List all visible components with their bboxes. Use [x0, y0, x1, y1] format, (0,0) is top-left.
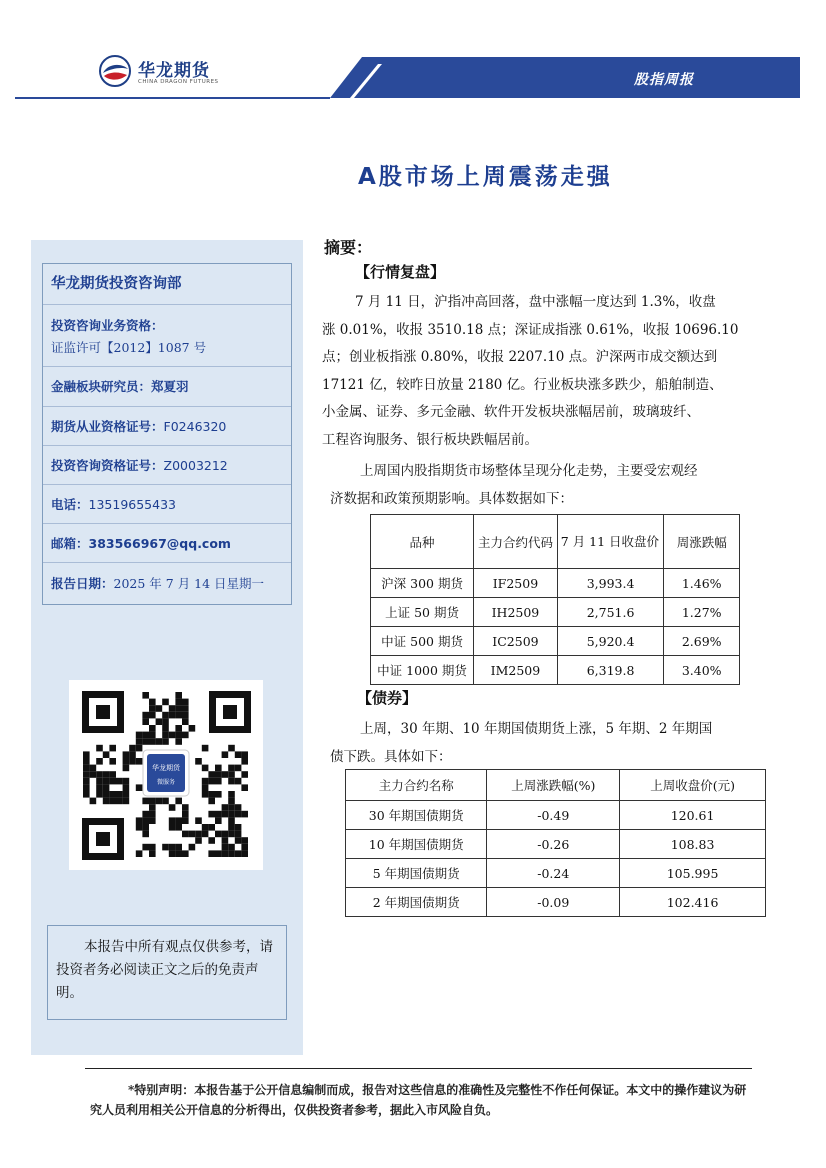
qr-module	[142, 798, 149, 805]
table-cell: 10 年期国债期货	[346, 830, 487, 859]
qr-module	[195, 837, 202, 844]
qr-module	[149, 798, 156, 805]
para-line: 小金属、证券、多元金融、软件开发板块涨幅居前，玻璃玻纤、	[322, 404, 700, 420]
table-cell: 102.416	[620, 888, 766, 917]
qr-module	[235, 811, 242, 818]
qr-module	[228, 817, 235, 824]
qr-module	[103, 784, 110, 791]
qr-module	[215, 771, 222, 778]
table-header-cell: 主力合约名称	[346, 770, 487, 801]
table-row	[346, 859, 766, 888]
qr-module	[208, 778, 215, 785]
contact-info-box	[42, 263, 292, 605]
qr-module	[162, 699, 169, 706]
qr-module	[215, 811, 222, 818]
table-cell: IF2509	[474, 569, 558, 598]
consult-cert-value: Z0003212	[163, 458, 228, 473]
qr-module	[228, 811, 235, 818]
table-cell: 2 年期国债期货	[346, 888, 487, 917]
qr-module	[83, 751, 90, 758]
qr-module	[123, 765, 130, 772]
qr-module	[182, 732, 189, 739]
qr-module	[228, 824, 235, 831]
qr-module	[142, 718, 149, 725]
qr-module	[123, 784, 130, 791]
qr-module	[182, 712, 189, 719]
qr-module	[136, 784, 143, 791]
qr-module	[222, 837, 229, 844]
qr-module	[175, 738, 182, 745]
section-market-review-heading: 【行情复盘】	[355, 263, 446, 281]
qr-module	[129, 758, 136, 765]
table-cell: -0.09	[487, 888, 620, 917]
qr-module	[149, 811, 156, 818]
logo-english-name: CHINA DRAGON FUTURES	[138, 79, 219, 85]
qr-module	[228, 791, 235, 798]
qr-module	[142, 732, 149, 739]
qr-module	[136, 738, 143, 745]
qr-module	[109, 791, 116, 798]
page-title: A股市场上周震荡走强	[358, 164, 613, 190]
qr-module	[169, 712, 176, 719]
table-cell: 3.40%	[664, 656, 740, 685]
qr-module	[241, 751, 248, 758]
qr-module	[149, 725, 156, 732]
qr-module	[215, 831, 222, 838]
logo-icon	[98, 54, 132, 88]
qr-module	[189, 844, 196, 851]
para-line: 涨 0.01%，收报 3510.18 点；深证成指涨 0.61%，收报 10696.10	[322, 321, 739, 338]
qr-module	[83, 771, 90, 778]
qr-module	[123, 791, 130, 798]
qr-module	[136, 758, 143, 765]
qr-module	[96, 778, 103, 785]
table-header-cell: 7 月 11 日收盘价	[557, 515, 664, 569]
qr-module	[175, 844, 182, 851]
qr-module	[175, 732, 182, 739]
table-cell: 108.83	[620, 830, 766, 859]
qr-module	[202, 745, 209, 752]
qr-module	[142, 817, 149, 824]
qr-code-icon	[69, 680, 263, 870]
para-line: 上周，30 年期、10 年期国债期货上涨，5 年期、2 年期国	[360, 721, 713, 737]
qr-module	[228, 804, 235, 811]
qr-module	[235, 824, 242, 831]
qr-module	[83, 791, 90, 798]
qr-module	[169, 732, 176, 739]
qr-module	[235, 850, 242, 857]
qr-module	[222, 850, 229, 857]
qr-module	[149, 712, 156, 719]
qr-module	[109, 758, 116, 765]
table-header-cell: 品种	[371, 515, 474, 569]
qr-module	[228, 844, 235, 851]
qr-module	[162, 725, 169, 732]
qr-module	[215, 778, 222, 785]
qr-module	[175, 798, 182, 805]
table-cell: 3,993.4	[557, 569, 664, 598]
qualification-label: 投资咨询业务资格：	[51, 318, 164, 333]
qr-module	[109, 771, 116, 778]
table-header-cell: 上周收盘价(元)	[620, 770, 766, 801]
qr-module	[195, 758, 202, 765]
qr-module	[123, 778, 130, 785]
qr-module	[182, 811, 189, 818]
qr-module	[235, 765, 242, 772]
futures-cert-value: F0246320	[163, 419, 227, 434]
qr-module	[83, 765, 90, 772]
qr-module	[215, 850, 222, 857]
qr-logo-subtext: 微服务	[156, 779, 176, 786]
bonds-paragraph	[330, 716, 800, 771]
table-cell: 120.61	[620, 801, 766, 830]
qr-module	[162, 844, 169, 851]
qr-module	[202, 791, 209, 798]
qr-module	[103, 771, 110, 778]
para-line: 工程咨询服务、银行板块跌幅居前。	[322, 431, 538, 448]
qualification-value: 证监许可【2012】1087 号	[51, 340, 207, 355]
qr-module	[109, 778, 116, 785]
report-date-row	[43, 562, 291, 604]
qr-module	[208, 837, 215, 844]
qr-module	[149, 699, 156, 706]
qr-module	[241, 850, 248, 857]
qr-module	[202, 784, 209, 791]
qr-module	[149, 705, 156, 712]
qr-module	[235, 804, 242, 811]
table-cell: 2,751.6	[557, 598, 664, 627]
qr-logo-text: 华龙期货	[152, 764, 180, 772]
qr-module	[149, 738, 156, 745]
qr-module	[103, 751, 110, 758]
qr-module	[142, 824, 149, 831]
qr-module	[208, 771, 215, 778]
qr-module	[149, 817, 156, 824]
qr-module	[136, 824, 143, 831]
abstract-heading: 摘要：	[324, 238, 373, 257]
qr-module	[182, 705, 189, 712]
table-row	[371, 598, 740, 627]
qr-module	[156, 798, 163, 805]
table-cell: 5 年期国债期货	[346, 859, 487, 888]
qr-module	[222, 804, 229, 811]
researcher-row	[43, 366, 291, 406]
table-cell: 中证 500 期货	[371, 627, 474, 656]
table-cell: IC2509	[474, 627, 558, 656]
qr-module	[149, 804, 156, 811]
table-cell: -0.49	[487, 801, 620, 830]
qr-module	[156, 718, 163, 725]
qr-module	[103, 791, 110, 798]
qr-module	[142, 738, 149, 745]
qr-module	[228, 765, 235, 772]
table-cell: 2.69%	[664, 627, 740, 656]
qr-module	[96, 745, 103, 752]
disclaimer-box	[47, 925, 287, 1020]
futures-cert-row	[43, 406, 291, 445]
qr-module	[175, 699, 182, 706]
qr-module	[208, 798, 215, 805]
qr-module	[90, 771, 97, 778]
qr-module	[123, 798, 130, 805]
para-line: 17121 亿，较昨日放量 2180 亿。行业板块涨多跌少，船舶制造、	[322, 376, 723, 393]
treasury-futures-table	[345, 769, 766, 917]
table-row	[371, 569, 740, 598]
table-cell: IM2509	[474, 656, 558, 685]
qr-module	[182, 699, 189, 706]
qr-module	[208, 811, 215, 818]
qr-module	[182, 718, 189, 725]
qr-module	[175, 850, 182, 857]
researcher-label: 金融板块研究员：	[51, 379, 152, 394]
qr-module	[83, 784, 90, 791]
qr-module	[116, 798, 123, 805]
qr-module	[228, 798, 235, 805]
qr-module	[235, 751, 242, 758]
qr-module	[162, 712, 169, 719]
phone-value: 13519655433	[88, 497, 176, 512]
qr-module	[228, 745, 235, 752]
table-cell: 30 年期国债期货	[346, 801, 487, 830]
qr-module	[175, 705, 182, 712]
qr-module	[142, 712, 149, 719]
qr-module	[136, 850, 143, 857]
qr-module	[202, 778, 209, 785]
qr-module	[83, 758, 90, 765]
table-cell: 6,319.8	[557, 656, 664, 685]
qr-module	[129, 745, 136, 752]
qr-module	[241, 844, 248, 851]
table-cell: 1.27%	[664, 598, 740, 627]
phone-row	[43, 484, 291, 523]
qr-module	[169, 817, 176, 824]
qr-module	[96, 758, 103, 765]
qr-module	[182, 804, 189, 811]
qr-module	[182, 831, 189, 838]
qr-module	[222, 811, 229, 818]
qr-module	[228, 778, 235, 785]
qr-module	[90, 765, 97, 772]
qr-module	[202, 824, 209, 831]
qr-module	[136, 817, 143, 824]
qr-module	[142, 811, 149, 818]
para-line: 7 月 11 日，沪指冲高回落，盘中涨幅一度达到 1.3%，收盘	[355, 294, 716, 310]
qr-module	[222, 771, 229, 778]
email-label: 邮箱：	[51, 536, 89, 551]
qr-module	[96, 791, 103, 798]
qr-module	[136, 745, 143, 752]
para-line: 济数据和政策预期影响。具体数据如下：	[330, 490, 573, 507]
qr-module	[175, 817, 182, 824]
table-cell: 105.995	[620, 859, 766, 888]
qr-module	[235, 778, 242, 785]
qr-module	[142, 831, 149, 838]
qr-module	[189, 725, 196, 732]
qr-module	[195, 831, 202, 838]
table-header-cell: 主力合约代码	[474, 515, 558, 569]
qr-module	[228, 771, 235, 778]
report-type-label: 股指周报	[634, 72, 694, 88]
qr-module	[123, 751, 130, 758]
qr-module	[208, 791, 215, 798]
qr-module	[241, 758, 248, 765]
qr-module	[169, 850, 176, 857]
qr-module	[90, 798, 97, 805]
table-row	[346, 888, 766, 917]
footer-disclaimer: *特别声明：本报告基于公开信息编制而成，报告对这些信息的准确性及完整性不作任何保证。本文中的操作建议为研究人员利用相关公开信息的分析得出，仅供投资者参考，据此入市风险自负。	[90, 1083, 747, 1117]
report-date-value: 2025 年 7 月 14 日星期一	[113, 576, 265, 591]
market-review-paragraph	[322, 289, 797, 454]
qr-module	[215, 791, 222, 798]
researcher-name: 郑夏羽	[151, 379, 189, 394]
table-header-row	[346, 770, 766, 801]
qr-module	[228, 831, 235, 838]
qr-module	[149, 844, 156, 851]
qr-module	[195, 817, 202, 824]
qr-module	[96, 771, 103, 778]
qr-module	[235, 831, 242, 838]
qr-module	[241, 784, 248, 791]
table-row	[371, 656, 740, 685]
qr-module	[222, 751, 229, 758]
qr-module	[162, 718, 169, 725]
qr-module	[129, 751, 136, 758]
qr-module	[156, 738, 163, 745]
table-cell: 沪深 300 期货	[371, 569, 474, 598]
qr-module	[149, 850, 156, 857]
department-label: 华龙期货投资咨询部	[51, 275, 182, 292]
qr-module	[149, 732, 156, 739]
qr-module	[169, 824, 176, 831]
qr-module	[162, 798, 169, 805]
qr-module	[156, 705, 163, 712]
qr-module	[241, 837, 248, 844]
consult-cert-row	[43, 445, 291, 484]
email-value[interactable]: 383566967@qq.com	[88, 536, 231, 551]
qr-module	[142, 692, 149, 699]
qr-module	[175, 824, 182, 831]
section-bonds-heading: 【债券】	[357, 689, 418, 707]
stock-index-futures-table	[370, 514, 740, 685]
qr-module	[182, 817, 189, 824]
qr-module	[123, 758, 130, 765]
qr-code-image	[69, 680, 263, 870]
qr-module	[116, 791, 123, 798]
disclaimer-text: 本报告中所有观点仅供参考，请投资者务必阅读正文之后的免责声明。	[56, 939, 273, 1001]
qr-module	[208, 850, 215, 857]
qr-module	[222, 844, 229, 851]
table-cell: 1.46%	[664, 569, 740, 598]
table-header-cell: 上周涨跌幅(%)	[487, 770, 620, 801]
qr-module	[202, 831, 209, 838]
qr-module	[136, 732, 143, 739]
qr-module	[116, 778, 123, 785]
table-row	[346, 801, 766, 830]
qr-module	[189, 831, 196, 838]
email-row	[43, 523, 291, 562]
table-row	[371, 627, 740, 656]
logo-chinese-name: 华龙期货	[138, 61, 210, 81]
futures-summary-paragraph	[330, 458, 800, 513]
consult-cert-label: 投资咨询资格证号：	[51, 458, 164, 473]
table-cell: 5,920.4	[557, 627, 664, 656]
table-header-row	[371, 515, 740, 569]
table-cell: 中证 1000 期货	[371, 656, 474, 685]
footer-divider	[85, 1068, 752, 1069]
qr-module	[175, 712, 182, 719]
para-line: 上周国内股指期货市场整体呈现分化走势，主要受宏观经	[360, 463, 698, 479]
qr-module	[182, 850, 189, 857]
table-cell: -0.24	[487, 859, 620, 888]
qr-module	[109, 798, 116, 805]
department-name	[43, 264, 291, 304]
qr-module	[215, 765, 222, 772]
phone-label: 电话：	[51, 497, 89, 512]
qr-module	[175, 725, 182, 732]
qr-module	[228, 850, 235, 857]
report-date-label: 报告日期：	[51, 576, 114, 591]
qr-module	[215, 817, 222, 824]
table-cell: IH2509	[474, 598, 558, 627]
qr-module	[109, 745, 116, 752]
qr-module	[103, 798, 110, 805]
qr-module	[208, 824, 215, 831]
qr-module	[83, 778, 90, 785]
qr-module	[142, 844, 149, 851]
qr-module	[241, 771, 248, 778]
futures-cert-label: 期货从业资格证号：	[51, 419, 164, 434]
para-line: 债下跌。具体如下：	[330, 748, 452, 765]
qualification-row	[43, 304, 291, 366]
qr-module	[103, 778, 110, 785]
qr-module	[235, 837, 242, 844]
table-header-cell: 周涨跌幅	[664, 515, 740, 569]
para-line: 点；创业板指涨 0.80%，收报 2207.10 点。沪深两市成交额达到	[322, 349, 718, 365]
qr-module	[162, 732, 169, 739]
table-row	[346, 830, 766, 859]
qr-module	[222, 831, 229, 838]
table-cell: 上证 50 期货	[371, 598, 474, 627]
qr-module	[169, 844, 176, 851]
qr-module	[96, 784, 103, 791]
qr-module	[175, 692, 182, 699]
qr-module	[169, 804, 176, 811]
qr-module	[169, 705, 176, 712]
qr-module	[162, 738, 169, 745]
table-cell: -0.26	[487, 830, 620, 859]
qr-module	[202, 765, 209, 772]
qr-module	[241, 811, 248, 818]
